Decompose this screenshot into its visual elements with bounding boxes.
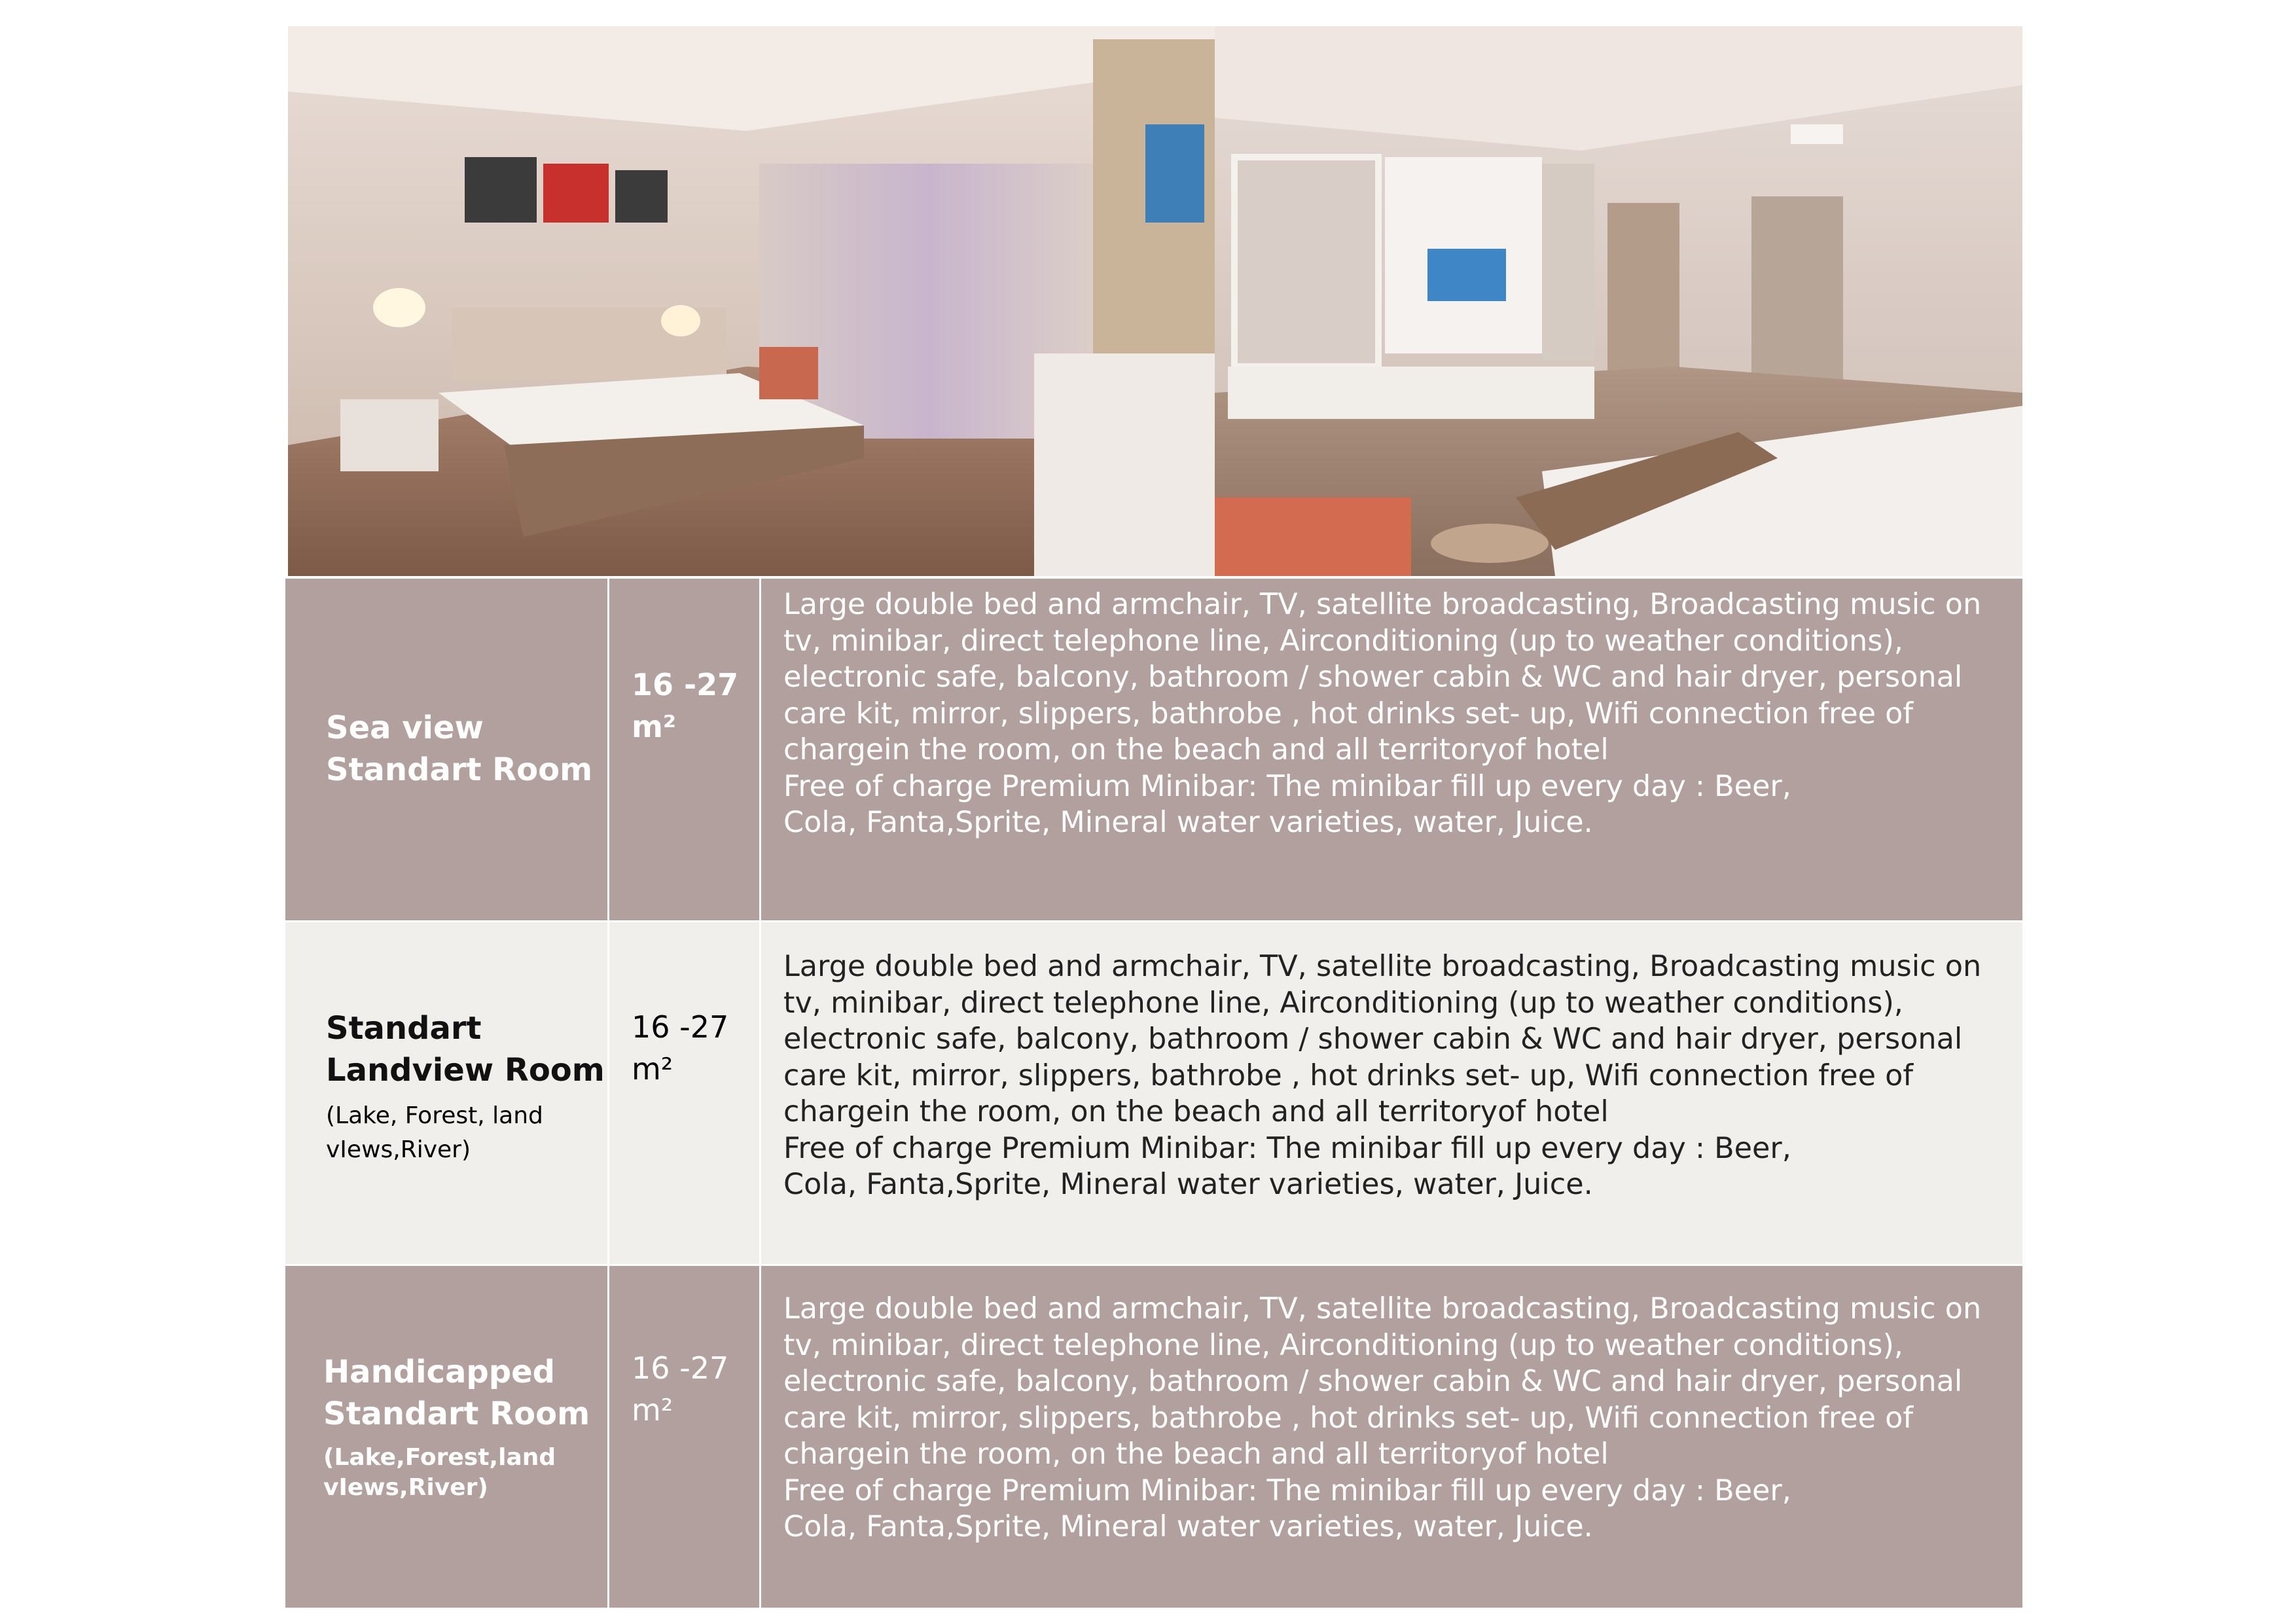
desk-area-illustration xyxy=(1215,26,2022,576)
room-size-cell xyxy=(607,1266,759,1608)
room-row-handicapped xyxy=(285,1266,2022,1610)
room-size-cell xyxy=(607,922,759,1264)
room-name-group xyxy=(326,707,592,791)
room-description-cell xyxy=(759,1266,2022,1608)
room-size: 16 -27 m² xyxy=(632,667,739,744)
room-name: Sea view Standart Room xyxy=(326,710,593,788)
room-description-cell xyxy=(759,922,2022,1264)
room-description: Large double bed and armchair, TV, satellite broadcasting, Broadcasting music on tv, minibar, direct telephone line, Airconditioning (up to weather conditions), electronic safe, balcony, bathroom / shower cabin & WC and hair dryer, personal care kit, mirror, slippers, bathrobe , hot drinks set- up, Wifi connection free of chargein the room, on the beach and all territoryof hotel Free of charge Premium Minibar: The minibar fill up every day : Beer, Cola, Fanta,Sprite, Mineral water varieties, water, Juice. xyxy=(783,950,1982,1201)
room-size-cell xyxy=(607,579,759,920)
room-table xyxy=(285,579,2022,1610)
room-photos xyxy=(288,26,2022,576)
room-name-group xyxy=(323,1351,590,1503)
bedroom-illustration xyxy=(288,26,1215,576)
room-name-group xyxy=(326,1007,605,1167)
room-description: Large double bed and armchair, TV, satellite broadcasting, Broadcasting music on tv, minibar, direct telephone line, Airconditioning (up to weather conditions), electronic safe, balcony, bathroom / shower cabin & WC and hair dryer, personal care kit, mirror, slippers, bathrobe , hot drinks set- up, Wifi connection free of chargein the room, on the beach and all territoryof hotel Free of charge Premium Minibar: The minibar fill up every day : Beer, Cola, Fanta,Sprite, Mineral water varieties, water, Juice. xyxy=(783,1292,1982,1543)
room-size: 16 -27 m² xyxy=(632,1009,729,1087)
room-description-cell xyxy=(759,579,2022,920)
room-row-sea-view xyxy=(285,579,2022,922)
room-description: Large double bed and armchair, TV, satellite broadcasting, Broadcasting music on tv, minibar, direct telephone line, Airconditioning (up to weather conditions), electronic safe, balcony, bathroom / shower cabin & WC and hair dryer, personal care kit, mirror, slippers, bathrobe , hot drinks set- up, Wifi connection free of chargein the room, on the beach and all territoryof hotel Free of charge Premium Minibar: The minibar fill up every day : Beer, Cola, Fanta,Sprite, Mineral water varieties, water, Juice. xyxy=(783,588,1982,839)
room-size: 16 -27 m² xyxy=(632,1350,729,1428)
room-row-landview xyxy=(285,922,2022,1266)
room-views-note: (Lake, Forest, land vIews,River) xyxy=(326,1102,543,1163)
room-views-note: (Lake,Forest,land vIews,River) xyxy=(323,1444,556,1501)
room-name: Handicapped Standart Room xyxy=(323,1354,590,1432)
room-photo-desk-area xyxy=(1215,26,2022,576)
room-name-cell xyxy=(285,1266,607,1608)
room-photo-bedroom xyxy=(288,26,1215,576)
room-name: Standart Landview Room xyxy=(326,1010,605,1089)
room-name-cell xyxy=(285,922,607,1264)
room-name-cell xyxy=(285,579,607,920)
